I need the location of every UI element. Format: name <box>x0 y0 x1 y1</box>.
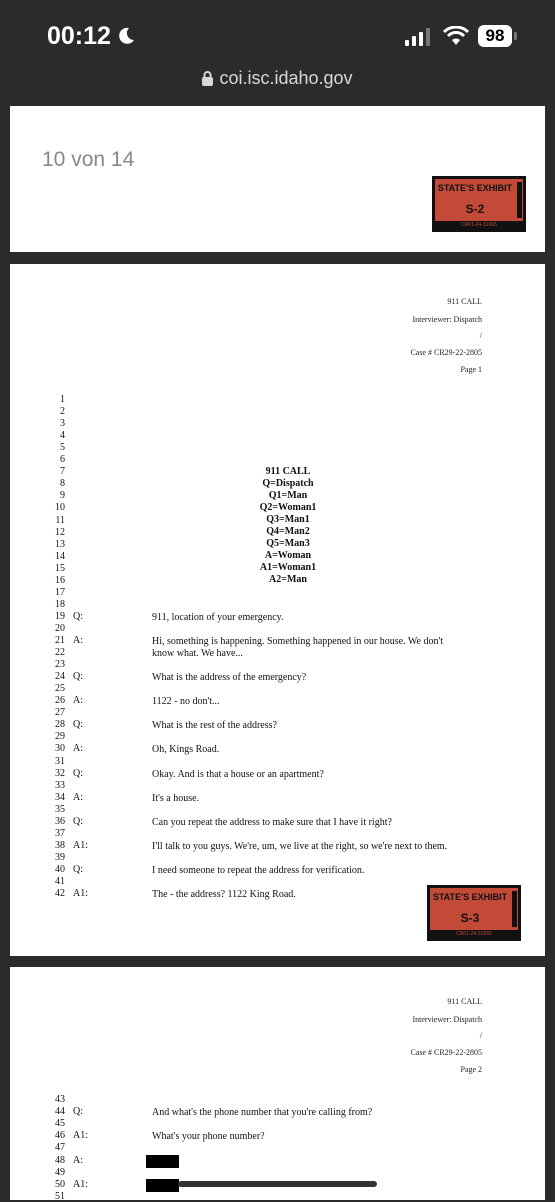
document-page <box>10 106 545 252</box>
line-number: 22 <box>55 647 65 659</box>
header-title: 911 CALL <box>447 997 482 1006</box>
line-number: 30 <box>55 743 65 755</box>
line-number: 4 <box>60 430 65 442</box>
transcript-text: 1122 - no don't... <box>152 696 220 708</box>
line-number: 5 <box>60 442 65 454</box>
speaker-label: A1: <box>73 839 88 851</box>
speaker-label: Q: <box>73 1106 83 1118</box>
line-number: 17 <box>55 586 65 598</box>
speaker-label: Q: <box>73 815 83 827</box>
header-interviewer: Interviewer: Dispatch <box>412 315 482 324</box>
line-number: 2 <box>60 406 65 418</box>
clock: 00:12 <box>47 22 111 50</box>
line-number: 21 <box>55 635 65 646</box>
line-number: 13 <box>55 538 65 550</box>
speaker-legend-line: A=Woman <box>264 550 312 561</box>
speaker-legend-line: Q1=Man <box>268 490 308 501</box>
line-number: 24 <box>55 671 65 683</box>
wifi-icon <box>443 26 469 46</box>
transcript-text: 911, location of your emergency. <box>152 611 284 623</box>
header-title: 911 CALL <box>447 297 482 306</box>
line-number: 45 <box>55 1118 65 1130</box>
exhibit-title: STATE'S EXHIBIT <box>432 892 508 902</box>
transcript-text: I need someone to repeat the address for verification. <box>152 864 365 876</box>
line-number: 26 <box>55 695 65 707</box>
exhibit-number: S-2 <box>465 202 485 216</box>
line-number: 44 <box>55 1106 65 1118</box>
exhibit-side-strip <box>512 891 517 927</box>
home-indicator[interactable] <box>178 1181 377 1187</box>
transcript-text: Okay. And is that a house or an apartment? <box>152 768 324 780</box>
speaker-label: A: <box>73 695 83 707</box>
speaker-label: A1: <box>73 888 88 900</box>
line-number: 25 <box>55 683 65 695</box>
speaker-label: Q: <box>73 671 83 683</box>
line-number: 28 <box>55 719 65 731</box>
line-number: 12 <box>55 526 65 538</box>
speaker-label: A: <box>73 1154 83 1166</box>
line-number: 31 <box>55 755 65 767</box>
signal-icon <box>405 28 433 46</box>
speaker-legend-line: Q3=Man1 <box>266 514 310 525</box>
transcript-text: What is the rest of the address? <box>152 720 277 732</box>
line-number: 7 <box>60 466 65 478</box>
line-number: 46 <box>55 1130 65 1142</box>
transcript-text: Oh, Kings Road. <box>152 744 220 756</box>
transcript-text: And what's the phone number that you're calling from? <box>152 1107 373 1119</box>
line-number: 1 <box>60 394 65 405</box>
line-number: 33 <box>55 779 65 791</box>
moon-icon <box>116 26 136 46</box>
line-number: 19 <box>55 610 65 622</box>
transcript-page-1 <box>10 264 545 956</box>
redaction-block <box>146 1179 179 1192</box>
line-number: 23 <box>55 659 65 671</box>
exhibit-sticker <box>427 885 521 941</box>
line-number: 39 <box>55 851 65 863</box>
line-number: 34 <box>55 791 65 803</box>
redaction-block <box>146 1155 179 1168</box>
line-number: 41 <box>55 876 65 887</box>
line-number: 42 <box>55 888 65 900</box>
speaker-label: Q: <box>73 610 83 622</box>
exhibit-case: CR01-24-31665 <box>435 221 523 229</box>
speaker-label: A1: <box>73 1130 88 1142</box>
speaker-legend-line: Q4=Man2 <box>266 526 310 537</box>
line-number: 36 <box>55 815 65 827</box>
status-bar <box>0 0 555 105</box>
exhibit-side-strip <box>517 182 522 218</box>
line-number: 14 <box>55 550 65 562</box>
line-number: 3 <box>60 418 65 430</box>
lock-icon <box>202 71 213 86</box>
header-slash: / <box>479 1031 482 1040</box>
exhibit-number: S-3 <box>460 911 480 925</box>
exhibit-title: STATE'S EXHIBIT <box>437 183 513 193</box>
line-number: 9 <box>60 490 65 502</box>
battery-cap <box>514 32 517 40</box>
transcript-text: What's your phone number? <box>152 1131 265 1143</box>
url-text: coi.isc.idaho.gov <box>219 68 353 88</box>
header-interviewer: Interviewer: Dispatch <box>412 1015 482 1024</box>
exhibit-case: CR01-24-31665 <box>430 930 518 938</box>
line-number: 32 <box>55 767 65 779</box>
header-page: Page 1 <box>460 365 482 374</box>
line-number: 48 <box>55 1154 65 1166</box>
line-number: 10 <box>55 502 65 514</box>
line-number: 27 <box>55 707 65 719</box>
speaker-legend-line: A2=Man <box>269 574 307 585</box>
transcript-page-2 <box>10 967 545 1200</box>
speaker-legend-line: Q2=Woman1 <box>259 502 317 513</box>
speaker-label: A: <box>73 635 83 646</box>
line-number: 35 <box>55 803 65 815</box>
line-number: 47 <box>55 1142 65 1154</box>
line-number: 6 <box>60 454 65 466</box>
transcript-text: Can you repeat the address to make sure that I have it right? <box>152 816 392 828</box>
speaker-legend-line: A1=Woman1 <box>259 562 317 573</box>
header-case: Case # CR29-22-2805 <box>410 1048 482 1057</box>
url-bar[interactable] <box>0 68 555 89</box>
header-slash: / <box>479 331 482 340</box>
transcript-text: I'll talk to you guys. We're, um, we live at the right, so we're next to them. <box>152 840 448 852</box>
line-number: 11 <box>55 514 65 526</box>
line-number: 37 <box>55 827 65 839</box>
line-number: 8 <box>60 478 65 490</box>
line-number: 16 <box>55 574 65 586</box>
page-counter: 10 von 14 <box>42 148 135 171</box>
line-number: 50 <box>55 1178 65 1190</box>
line-number: 20 <box>55 622 65 634</box>
line-number: 40 <box>55 863 65 875</box>
transcript-text: It's a house. <box>152 792 200 804</box>
line-number: 43 <box>55 1094 65 1105</box>
speaker-legend-line: 911 CALL <box>265 466 311 477</box>
transcript-text: The - the address? 1122 King Road. <box>152 889 296 901</box>
speaker-legend-line: Q=Dispatch <box>262 478 314 489</box>
speaker-legend-line: Q5=Man3 <box>266 538 310 549</box>
battery-indicator: 98 <box>478 25 512 47</box>
transcript-text: know what. We have... <box>152 648 243 660</box>
speaker-label: A: <box>73 791 83 803</box>
speaker-label: Q: <box>73 719 83 731</box>
header-case: Case # CR29-22-2805 <box>410 348 482 357</box>
speaker-label: Q: <box>73 863 83 875</box>
line-number: 15 <box>55 562 65 574</box>
speaker-label: Q: <box>73 767 83 779</box>
line-number: 18 <box>55 598 65 610</box>
transcript-text: What is the address of the emergency? <box>152 672 307 684</box>
line-number: 38 <box>55 839 65 851</box>
transcript-text: Hi, something is happening. Something happened in our house. We don't <box>152 636 444 647</box>
line-number: 29 <box>55 731 65 743</box>
header-page: Page 2 <box>460 1065 482 1074</box>
line-number: 51 <box>55 1190 65 1202</box>
speaker-label: A: <box>73 743 83 755</box>
line-number: 49 <box>55 1166 65 1178</box>
exhibit-sticker <box>432 176 526 232</box>
speaker-label: A1: <box>73 1178 88 1190</box>
